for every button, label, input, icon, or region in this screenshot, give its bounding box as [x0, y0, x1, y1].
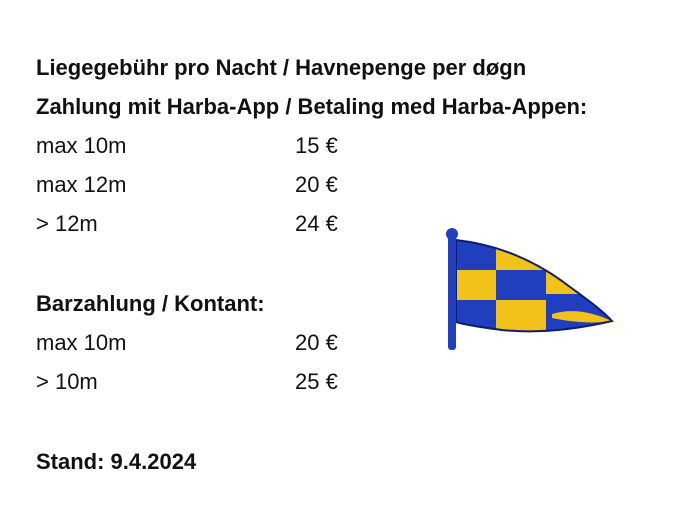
cash-heading: Barzahlung / Kontant:: [36, 291, 265, 316]
app-size-1: max 10m: [36, 133, 127, 158]
cash-size-1: max 10m: [36, 330, 127, 355]
pennant-flag-icon: [432, 226, 616, 356]
app-price-2: 20 €: [295, 172, 338, 197]
app-size-2: max 12m: [36, 172, 127, 197]
stand-date: Stand: 9.4.2024: [36, 449, 197, 474]
flag-blue-patch: [496, 270, 546, 300]
app-price-1: 15 €: [295, 133, 338, 158]
app-price-3: 24 €: [295, 211, 338, 236]
heading-line-1: Liegegebühr pro Nacht / Havnepenge per døgn: [36, 55, 527, 80]
cash-price-2: 25 €: [295, 369, 338, 394]
flag-yellow-patch: [496, 236, 546, 270]
cash-price-1: 20 €: [295, 330, 338, 355]
flag-yellow-patch: [496, 300, 546, 334]
flag-yellow-patch: [546, 236, 616, 294]
cash-size-2: > 10m: [36, 369, 98, 394]
app-size-3: > 12m: [36, 211, 98, 236]
flag-yellow-patch: [456, 270, 496, 300]
heading-line-2: Zahlung mit Harba-App / Betaling med Harba-Appen:: [36, 94, 588, 119]
flag-pole-knob: [446, 228, 458, 240]
flag-pole: [448, 232, 456, 350]
